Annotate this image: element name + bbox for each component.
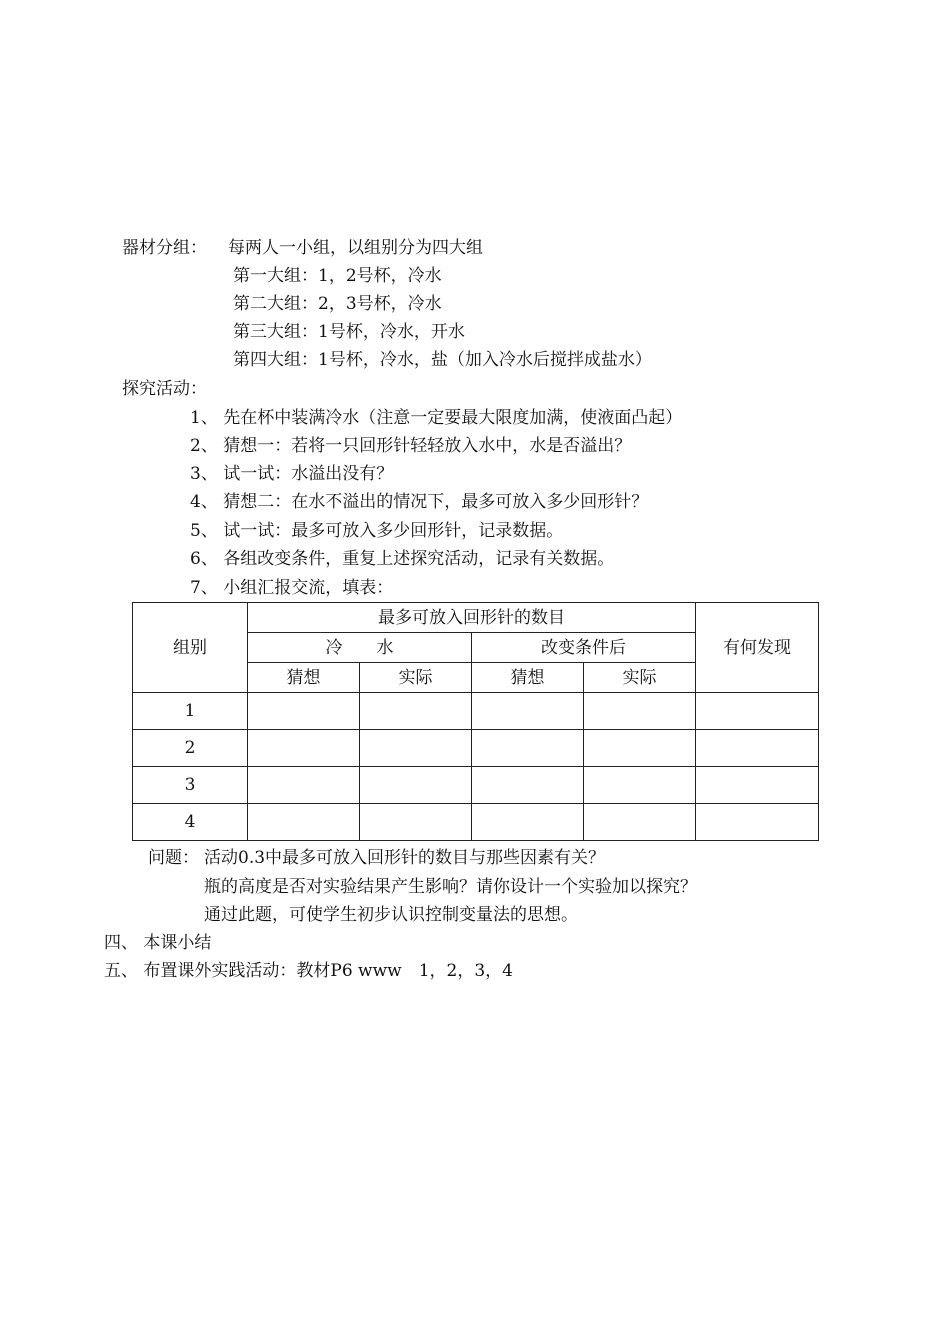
- activity-step-6: 6、 各组改变条件，重复上述探究活动，记录有关数据。: [190, 549, 615, 569]
- table-cell[interactable]: [248, 730, 360, 767]
- table-cell[interactable]: [696, 730, 819, 767]
- row-label: 4: [133, 804, 248, 841]
- table-cell[interactable]: [472, 804, 584, 841]
- activity-step-5: 5、 试一试：最多可放入多少回形针，记录数据。: [190, 521, 564, 541]
- header-group: 组别: [133, 603, 248, 693]
- question-1: 活动0.3中最多可放入回形针的数目与那些因素有关？: [204, 848, 606, 868]
- table-cell[interactable]: [696, 804, 819, 841]
- section-four-summary: 四、 本课小结: [104, 933, 212, 953]
- table-cell[interactable]: [584, 693, 696, 730]
- table-cell[interactable]: [472, 730, 584, 767]
- question-2: 瓶的高度是否对实验结果产生影响？请你设计一个实验加以探究？: [204, 877, 697, 897]
- activity-step-4: 4、 猜想二：在水不溢出的情况下，最多可放入多少回形针？: [190, 492, 649, 512]
- table-cell[interactable]: [360, 804, 472, 841]
- table-cell[interactable]: [472, 767, 584, 804]
- table-cell[interactable]: [584, 767, 696, 804]
- header-changed-guess: 猜想: [472, 663, 584, 693]
- equipment-intro: 每两人一小组，以组别分为四大组: [228, 238, 483, 258]
- question-3: 通过此题，可使学生初步认识控制变量法的思想。: [204, 905, 578, 925]
- row-label: 3: [133, 767, 248, 804]
- header-max-clips: 最多可放入回形针的数目: [248, 603, 696, 633]
- row-label: 2: [133, 730, 248, 767]
- header-cold-actual: 实际: [360, 663, 472, 693]
- table-cell[interactable]: [584, 804, 696, 841]
- equipment-label: 器材分组：: [122, 238, 207, 258]
- activity-step-2: 2、 猜想一：若将一只回形针轻轻放入水中，水是否溢出？: [190, 436, 632, 456]
- table-cell[interactable]: [248, 804, 360, 841]
- table-cell[interactable]: [360, 730, 472, 767]
- header-findings: 有何发现: [696, 603, 819, 693]
- activity-step-3: 3、 试一试：水溢出没有？: [190, 464, 394, 484]
- table-cell[interactable]: [360, 767, 472, 804]
- table-cell[interactable]: [584, 730, 696, 767]
- table-cell[interactable]: [472, 693, 584, 730]
- table-row: [133, 767, 819, 804]
- activity-step-1: 1、 先在杯中装满冷水（注意一定要最大限度加满，使液面凸起）: [190, 408, 683, 428]
- header-cold-guess: 猜想: [248, 663, 360, 693]
- group-3-line: 第三大组：1号杯，冷水，开水: [233, 322, 465, 342]
- table-row: [133, 804, 819, 841]
- header-changed-conditions: 改变条件后: [472, 633, 696, 663]
- activity-label: 探究活动：: [122, 379, 207, 399]
- group-1-line: 第一大组：1，2号杯，冷水: [233, 266, 442, 286]
- activity-step-7: 7、 小组汇报交流，填表：: [190, 578, 394, 598]
- group-4-line: 第四大组：1号杯，冷水，盐（加入冷水后搅拌成盐水）: [233, 350, 652, 370]
- header-cold-water: 冷 水: [248, 633, 472, 663]
- table-cell[interactable]: [360, 693, 472, 730]
- results-table: [132, 602, 819, 841]
- header-changed-actual: 实际: [584, 663, 696, 693]
- question-label: 问题：: [148, 848, 199, 868]
- table-row: [133, 730, 819, 767]
- table-row: [133, 693, 819, 730]
- table-cell[interactable]: [248, 767, 360, 804]
- section-five-homework: 五、 布置课外实践活动：教材P6 www 1，2，3，4: [104, 961, 513, 981]
- table-cell[interactable]: [696, 693, 819, 730]
- row-label: 1: [133, 693, 248, 730]
- table-cell[interactable]: [248, 693, 360, 730]
- table-cell[interactable]: [696, 767, 819, 804]
- group-2-line: 第二大组：2，3号杯，冷水: [233, 294, 442, 314]
